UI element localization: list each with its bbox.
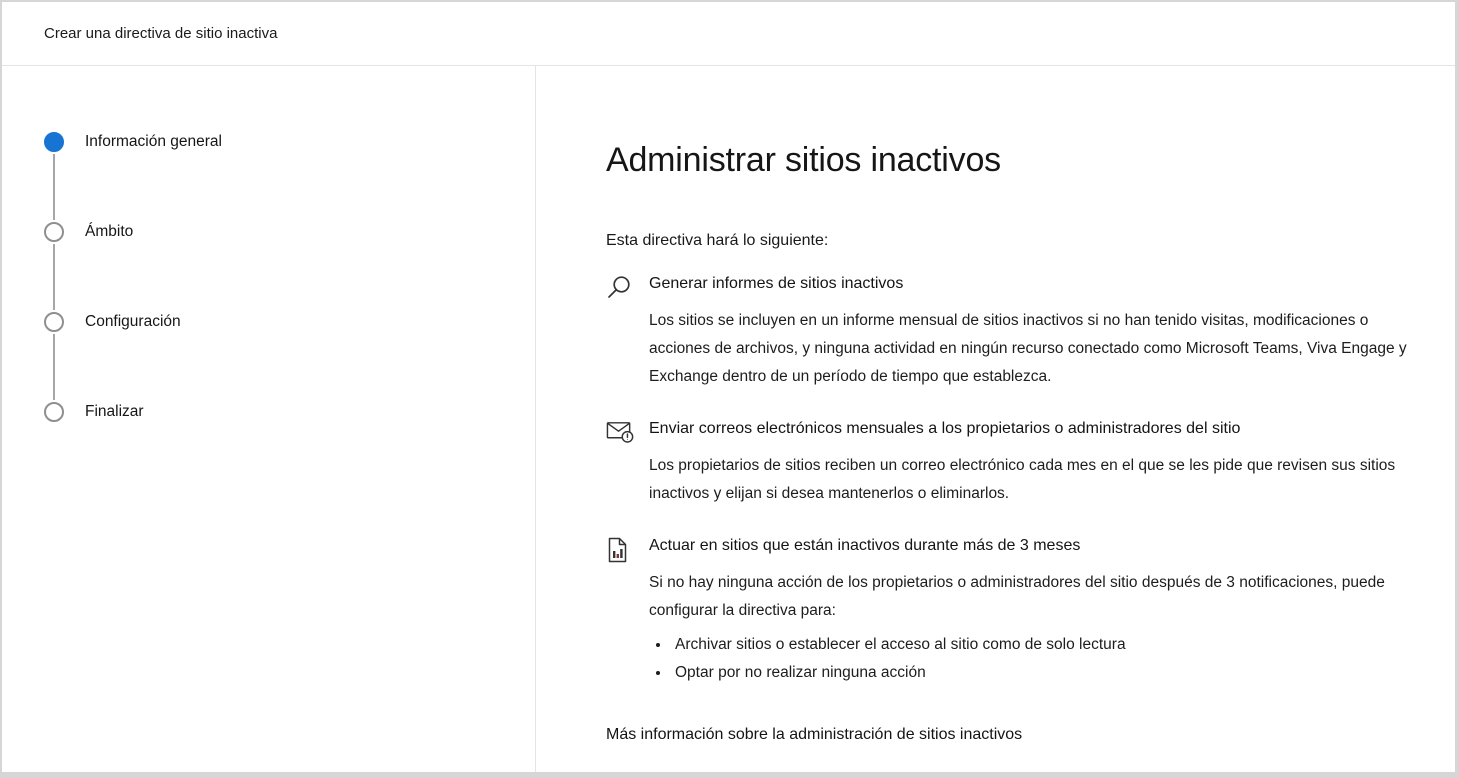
feature-list: [606, 273, 1427, 687]
feature-generate-reports: [606, 273, 1427, 391]
step-informacion-general[interactable]: [44, 132, 535, 152]
wizard-stepper: [2, 66, 536, 772]
feature-body: Los propietarios de sitios reciben un correo electrónico cada mes en el que se les pide que revisen sus sitios inactivos y elijan si desea mantenerlos o eliminarlos.: [649, 457, 1396, 502]
page-title: Administrar sitios inactivos: [606, 141, 1001, 179]
feature-heading: Generar informes de sitios inactivos: [649, 275, 904, 292]
learn-more-link[interactable]: Más información sobre la administración de sitios inactivos: [606, 726, 1023, 743]
report-document-icon: [606, 535, 634, 564]
feature-body: Los sitios se incluyen en un informe mensual de sitios inactivos si no han tenido visitas, modificaciones o acciones de archivos, y ninguna actividad en ningún recurso conectado como Microsoft Teams, Viva Engage y Exchange dentro de un período de tiempo que establezca.: [649, 312, 1407, 385]
step-ambito[interactable]: [44, 222, 535, 242]
mail-alert-icon: [606, 418, 634, 444]
feature-body: Si no hay ninguna acción de los propietarios o administradores del sitio después de 3 notificaciones, puede configurar la directiva para:: [649, 574, 1385, 619]
step-circle-filled-icon: [44, 132, 64, 152]
step-circle-icon: [44, 402, 64, 422]
intro-text: Esta directiva hará lo siguiente:: [606, 232, 829, 249]
wizard-header: [2, 2, 1455, 66]
step-label: Información general: [85, 133, 222, 150]
wizard-title: Crear una directiva de sitio inactiva: [44, 25, 278, 42]
step-configuracion[interactable]: [44, 312, 535, 332]
feature-send-emails: [606, 418, 1427, 508]
policy-option-archive: • Archivar sitios o establecer el acceso al sitio como de solo lectura: [671, 631, 1427, 659]
feature-heading: Actuar en sitios que están inactivos durante más de 3 meses: [649, 537, 1081, 554]
create-inactive-site-policy-wizard: [2, 2, 1455, 772]
feature-heading: Enviar correos electrónicos mensuales a los propietarios o administradores del sitio: [649, 420, 1241, 437]
policy-option-no-action: • Optar por no realizar ninguna acción: [671, 659, 1427, 687]
step-label: Finalizar: [85, 403, 144, 420]
search-icon: [606, 273, 634, 301]
feature-act-on-sites: [606, 535, 1427, 687]
step-connector-line: [53, 244, 55, 310]
overview-content: [536, 66, 1455, 772]
wizard-body: [2, 66, 1455, 772]
step-connector-line: [53, 154, 55, 220]
step-label: Ámbito: [85, 223, 134, 240]
step-circle-icon: [44, 312, 64, 332]
step-circle-icon: [44, 222, 64, 242]
step-label: Configuración: [85, 313, 181, 330]
step-finalizar[interactable]: [44, 402, 535, 422]
policy-options-list: [649, 631, 1427, 687]
step-connector-line: [53, 334, 55, 400]
